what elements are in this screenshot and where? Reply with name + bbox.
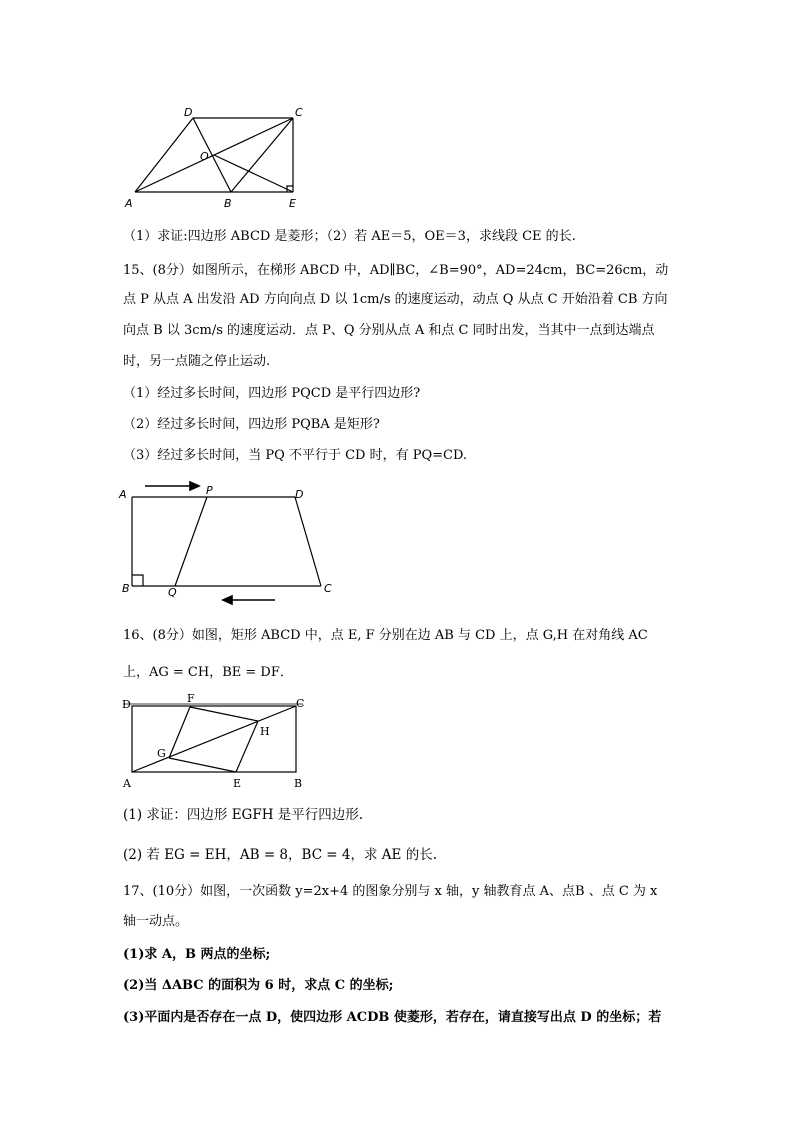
q17-line-2: 轴一动点。 <box>123 914 189 929</box>
label-a: A <box>123 777 131 790</box>
label-q: Q <box>168 586 177 599</box>
label-b: B <box>122 582 130 595</box>
q15-line-1: 15、(8分）如图所示，在梯形 ABCD 中，AD∥BC，∠B=90°，AD=24cm，BC=26cm，动 <box>123 263 669 278</box>
label-b: B <box>224 197 232 210</box>
label-e: E <box>289 197 296 210</box>
q17-line-5: (3)平面内是否存在一点 D，使四边形 ACDB 使菱形，若存在，请直接写出点 D 的坐标；若 <box>123 1010 662 1025</box>
q15-line-4: 时，另一点随之停止运动. <box>123 354 271 369</box>
q16-sub-1: (1) 求证：四边形 EGFH 是平行四边形. <box>123 807 364 823</box>
q17-line-3: (1)求 A，B 两点的坐标; <box>123 947 271 962</box>
q14-subquestions: （1）求证:四边形 ABCD 是菱形；（2）若 AE＝5，OE＝3，求线段 CE 的长. <box>123 229 576 244</box>
label-c: C <box>295 106 303 119</box>
label-d: D <box>184 106 193 119</box>
figure-trapezoid-abcd <box>115 476 345 611</box>
q15-sub-1: （1）经过多长时间，四边形 PQCD 是平行四边形? <box>123 386 421 401</box>
label-p: P <box>206 484 213 497</box>
q17-line-4: (2)当 ΔABC 的面积为 6 时，求点 C 的坐标; <box>123 978 394 993</box>
label-e: E <box>233 777 242 790</box>
q17-line-1: 17、(10分）如图，一次函数 y=2x+4 的图象分别与 x 轴，y 轴教育点 A、点B 、点 C 为 x <box>123 884 658 899</box>
q15-line-2: 点 P 从点 A 出发沿 AD 方向向点 D 以 1cm/s 的速度运动，动点 Q 从点 C 开始沿着 CB 方向 <box>123 292 668 307</box>
q15-sub-3: （3）经过多长时间，当 PQ 不平行于 CD 时，有 PQ=CD. <box>123 448 468 463</box>
label-o: O <box>200 150 209 163</box>
q15-line-3: 向点 B 以 3cm/s 的速度运动．点 P、Q 分别从点 A 和点 C 同时出发，当其中一点到达端点 <box>123 323 655 338</box>
figure-rectangle-abcd <box>118 690 318 795</box>
label-a: A <box>119 488 127 501</box>
q16-sub-2: (2) 若 EG = EH，AB = 8，BC = 4，求 AE 的长. <box>123 847 437 863</box>
label-d: D <box>295 488 304 501</box>
q15-sub-2: （2）经过多长时间，四边形 PQBA 是矩形? <box>123 417 380 432</box>
label-a: A <box>125 197 133 210</box>
q16-line-2: 上，AG = CH，BE = DF． <box>123 665 293 680</box>
label-c: C <box>296 697 305 710</box>
label-d: D <box>122 698 131 711</box>
label-f: F <box>187 692 195 705</box>
label-g: G <box>157 747 166 760</box>
label-b: B <box>294 777 303 790</box>
q16-line-1: 16、(8分）如图，矩形 ABCD 中，点 E, F 分别在边 AB 与 CD 上，点 G,H 在对角线 AC <box>123 628 648 643</box>
figure-rhombus-abcd <box>118 104 308 214</box>
label-h: H <box>260 725 270 738</box>
label-c: C <box>324 582 332 595</box>
